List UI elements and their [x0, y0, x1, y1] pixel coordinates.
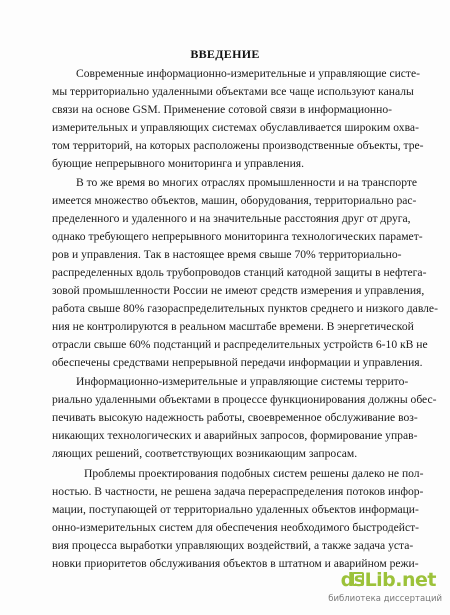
page-title: ВВЕДЕНИЕ	[190, 47, 260, 61]
text-line: ностью. В частности, не решена задача перераспределения потоков инфор-	[52, 485, 424, 498]
text-line: ния не контролируются в реальном масштабе времени. В энергетической	[52, 320, 414, 333]
text-line: измерительных и управляющих системах обуславливается широким охва-	[52, 121, 419, 134]
text-line: мы территориально удаленными объектами все чаще используют каналы	[52, 85, 414, 98]
text-line: однако требующего непрерывного мониторинга технологических парамет-	[52, 230, 423, 243]
text-line: бующие непрерывного мониторинга и управления.	[52, 157, 305, 170]
text-line: Современные информационно-измерительные и управляющие систе-	[76, 67, 421, 80]
text-line: никающих технологических и аварийных запросов, формирование управ-	[52, 429, 418, 442]
text-line: печивать высокую надежность работы, своевременное обслуживание воз-	[52, 411, 418, 424]
text-line: зовой промышленности России не имеют средств измерения и управления,	[52, 284, 425, 297]
watermark-logo: dsLib.net	[340, 569, 436, 591]
text-line: В то же время во многих отраслях промышленности и на транспорте	[76, 176, 418, 189]
text-line: Проблемы проектирования подобных систем решены далеко не пол-	[84, 467, 424, 480]
text-line: новки приоритетов обслуживания объектов в штатном и аварийном режи-	[52, 557, 419, 570]
text-line: Информационно-измерительные и управляющие системы террито-	[76, 375, 409, 388]
watermark	[322, 569, 442, 609]
text-line: связи на основе GSM. Применение сотовой связи в информационно-	[52, 103, 392, 116]
text-line: риально удаленными объектами в процессе функционирования должны обес-	[52, 393, 437, 406]
text-line: ров и управления. Так в настоящее время свыше 70% территориально-	[52, 248, 402, 261]
text-line: отрасли свыше 60% подстанций и распределительных устройств 6-10 кВ не	[52, 338, 428, 351]
text-line: имеется множество объектов, машин, оборудования, территориально рас-	[52, 194, 417, 207]
text-line: ляющих решений, соответствующих возникающим запросам.	[52, 447, 358, 460]
text-line: работа свыше 80% газораспределительных пунктов среднего и низкого давле-	[52, 302, 438, 315]
watermark-subtitle: библиотека диссертаций	[328, 594, 442, 604]
text-line: пределенного и удаленного и на значительные расстояния друг от друга,	[52, 212, 411, 225]
text-line: том территорий, на которых расположены производственные объекты, тре-	[52, 139, 424, 152]
text-line: обеспечены средствами непрерывной передачи информации и управления.	[52, 356, 423, 369]
text-line: онно-измерительных систем для обеспечения необходимого быстродейст-	[52, 521, 420, 534]
text-line: мации, поступающей от территориально удаленных объектов информаци-	[52, 503, 419, 516]
text-line: вия процесса выработки управляющих воздействий, а также задача уста-	[52, 539, 414, 552]
text-line: распределенных вдоль трубопроводов станций катодной защиты в нефтега-	[52, 266, 427, 279]
